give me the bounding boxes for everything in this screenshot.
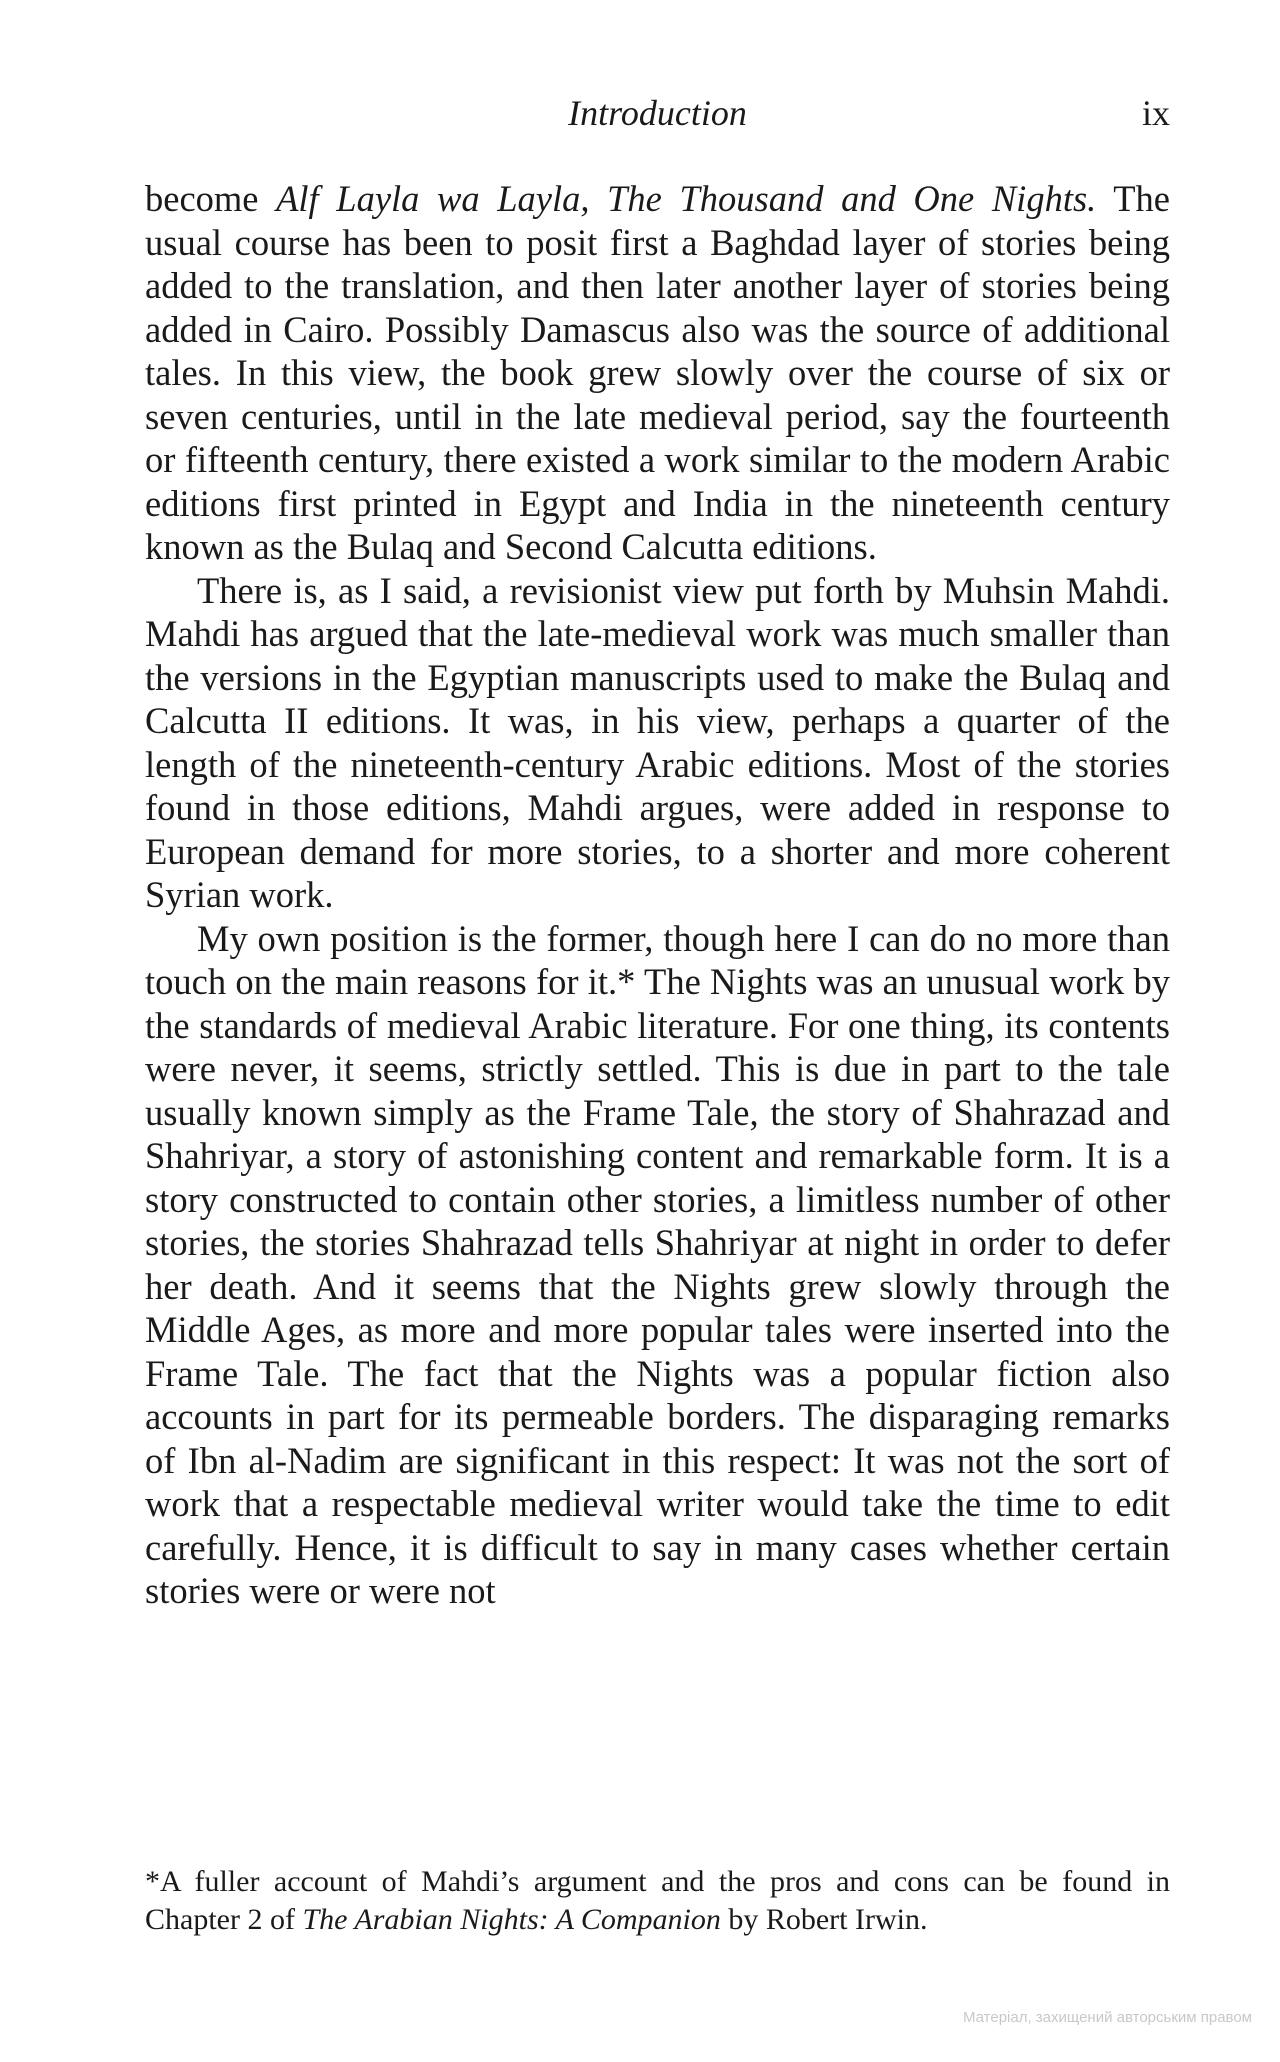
paragraph-1 — [145, 177, 1170, 569]
footnote-book-title: The Arabian Nights: A Companion — [302, 1903, 721, 1936]
body-text — [145, 177, 1170, 1613]
paragraph-1-rest: The usual course has been to posit first a Baghdad layer of stories being added to the translation, and then later another layer of stories being added in Cairo. Possibly Damascus also was the source of additional tales. In this view, the book grew slowly over the course of six or seven centuries, until in the late medieval period, say the fourteenth or fifteenth century, there existed a work similar to the modern Arabic editions first printed in Egypt and India in the nineteenth century known as the Bulaq and Second Calcutta editions. — [145, 178, 1170, 567]
footnote-text — [145, 1863, 1170, 1939]
footnote-rest: by Robert Irwin. — [720, 1903, 928, 1936]
paragraph-2: There is, as I said, a revisionist view put forth by Muhsin Mahdi. Mahdi has argued that the late-medieval work was much smaller than the versions in the Egyptian manuscripts used to make the Bulaq and Calcutta II editions. It was, in his view, perhaps a quarter of the length of the nineteenth-century Arabic editions. Most of the stories found in those editions, Mahdi argues, were added in response to European demand for more stories, to a shorter and more coherent Syrian work. — [145, 569, 1170, 915]
running-head — [145, 92, 1170, 138]
paragraph-1-lead: become — [145, 178, 277, 219]
footnote — [145, 1863, 1170, 1939]
book-title-italic: Alf Layla wa Layla, The Thousand and One Nights. — [276, 178, 1097, 219]
footnote-lead: *A fuller account of Mahdi’s argument and the pros and cons can be found in Chapter 2 of — [145, 1865, 1170, 1936]
page-number: ix — [1141, 93, 1170, 133]
running-head-title: Introduction — [568, 93, 747, 133]
copyright-watermark: Матеріал, захищений авторським правом — [962, 2009, 1252, 2026]
paragraph-3: My own position is the former, though here I can do no more than touch on the main reasons for it.* The Nights was an unusual work by the standards of medieval Arabic literature. For one thing, its contents were never, it seems, strictly settled. This is due in part to the tale usually known simply as the Frame Tale, the story of Shahrazad and Shahriyar, a story of astonishing content and remarkable form. It is a story constructed to contain other stories, a limitless number of other stories, the stories Shahrazad tells Shahriyar at night in order to defer her death. And it seems that the Nights grew slowly through the Middle Ages, as more and more popular tales were inserted into the Frame Tale. The fact that the Nights was a popular fiction also accounts in part for its permeable borders. The disparaging remarks of Ibn al-Nadim are significant in this respect: It was not the sort of work that a respectable medieval writer would take the time to edit carefully. Hence, it is difficult to say in many cases whether certain stories were or were not — [145, 917, 1170, 1611]
